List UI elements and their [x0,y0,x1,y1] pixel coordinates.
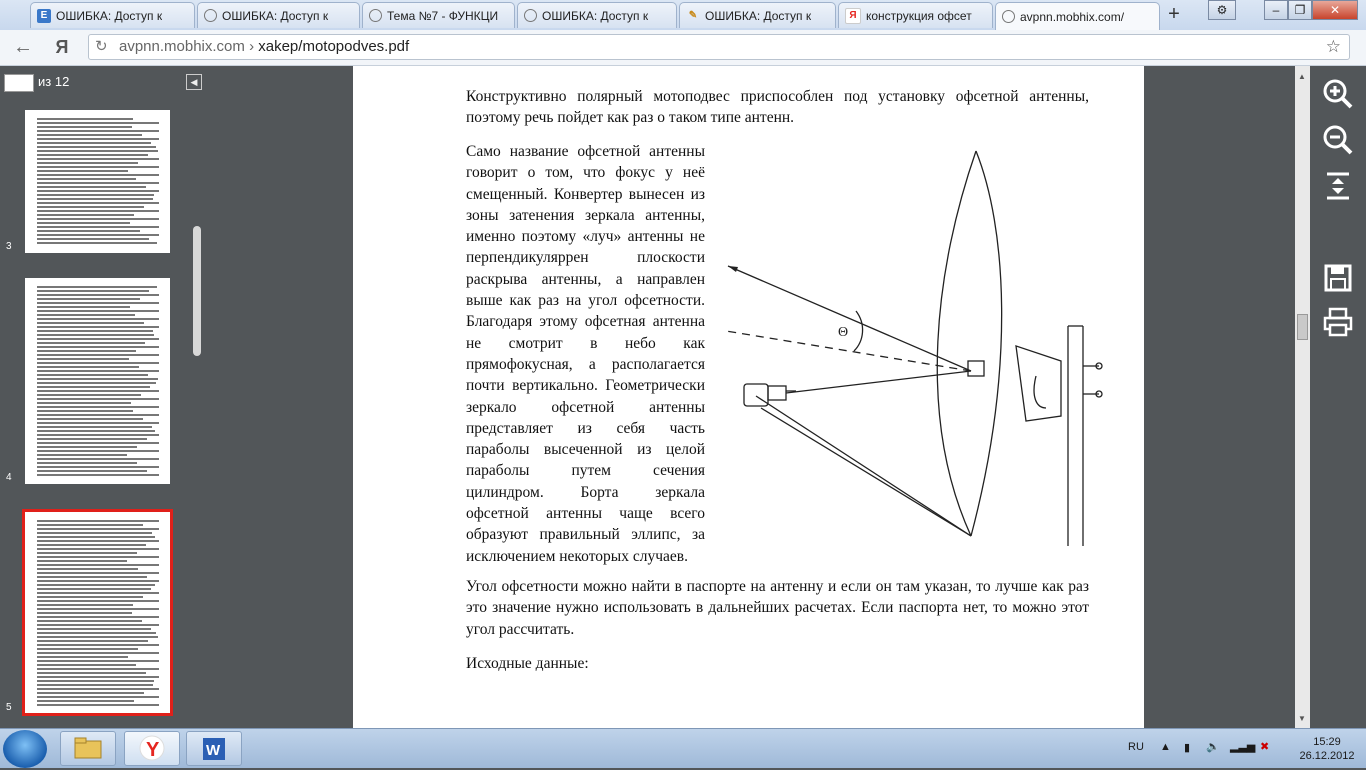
svg-text:Y: Y [146,739,160,761]
thumbnail-text-line [37,126,132,128]
url-text: avpnn.mobhix.com › xakep/motopodves.pdf [119,38,410,55]
thumbnail-text-line [37,548,159,550]
clock-date: 26.12.2012 [1299,750,1355,762]
thumbnail-text-line [37,234,159,236]
scroll-down-arrow-icon[interactable]: ▼ [1298,714,1306,723]
thumbnail-text-line [37,154,148,156]
tab[interactable] [362,2,515,28]
save-icon[interactable] [1322,262,1354,294]
thumbnail-text-line [37,466,159,468]
thumbnail-text-line [37,688,159,690]
battery-icon[interactable]: ▮ [1184,742,1191,754]
globe-icon [204,9,217,22]
thumbnail-text-line [37,410,133,412]
address-bar-row [0,30,1366,66]
thumbnail-text-line [37,302,159,304]
thumbnail-text-line [37,652,159,654]
explorer-taskbar-button[interactable] [60,731,116,766]
thumbnail-text-line [37,576,147,578]
thumbnail-text-line [37,218,159,220]
thumbnail-text-line [37,370,159,372]
thumbnail-text-line [37,458,159,460]
zoom-out-icon[interactable] [1322,124,1354,156]
thumbnail-number: 5 [6,702,12,713]
browser-tab-bar [0,0,1366,30]
folder-icon [61,732,115,765]
url-field[interactable] [88,34,1350,60]
thumbnail-text-line [37,442,159,444]
thumbnail-text-line [37,150,158,152]
thumbnail-text-line [37,358,129,360]
thumbnail-text-line [37,600,159,602]
thumbnail-text-line [37,166,159,168]
thumbnail-text-line [37,182,159,184]
clock-time: 15:29 [1313,736,1341,748]
scrollbar-thumb[interactable] [1297,314,1308,340]
thumbnail-text-line [37,390,159,392]
thumbnail-text-line [37,378,158,380]
thumbnail-text-line [37,616,159,618]
thumbnail-text-line [37,644,159,646]
thumbnail-text-line [37,162,138,164]
tab-label: Тема №7 - ФУНКЦИ [387,8,499,23]
thumbnail-text-line [37,158,159,160]
thumbnail-text-line [37,326,159,328]
system-tray [1120,729,1366,769]
page-scrollbar[interactable] [1295,66,1310,728]
thumbnail-text-line [37,374,148,376]
thumbnail-text-line [37,684,153,686]
tab-label: ОШИБКА: Доступ к [222,8,329,23]
pdf-tools-panel [1310,66,1366,728]
thumbnail-text-line [37,198,153,200]
thumbnail-text-line [37,540,159,542]
yandex-logo-icon[interactable]: Я [55,37,69,57]
thumbnail-text-line [37,660,159,662]
globe-icon [369,9,382,22]
thumbnail-text-line [37,560,127,562]
thumbnail-text-line [37,544,146,546]
thumbnail-text-line [37,382,156,384]
thumbnail-text-line [37,286,157,288]
reload-icon[interactable]: ↻ [95,38,108,55]
thumbnail-text-line [37,668,159,670]
thumbnail-text-line [37,620,142,622]
thumbnail-text-line [37,386,150,388]
thumbnail-text-line [37,142,151,144]
thumbnail-text-line [37,362,159,364]
thumbnail-text-line [37,210,159,212]
zoom-in-icon[interactable] [1322,78,1354,110]
page-thumbnail-5[interactable] [25,512,170,713]
thumbnail-text-line [37,696,159,698]
thumbnail-text-line [37,596,143,598]
thumbnail-text-line [37,628,151,630]
tab-label: конструкция офсет [866,8,972,23]
thumbnail-text-line [37,676,159,678]
thumbnail-text-line [37,174,159,176]
thumbnail-text-line [37,474,159,476]
word-taskbar-button[interactable] [186,731,242,766]
language-indicator[interactable]: RU [1128,741,1144,753]
thumbnail-text-line [37,202,159,204]
thumbnail-text-line [37,640,148,642]
thumbnail-text-line [37,418,143,420]
scroll-up-arrow-icon[interactable]: ▲ [1298,72,1306,81]
tab-label: ОШИБКА: Доступ к [56,8,163,23]
yandex-browser-taskbar-button[interactable] [124,731,180,766]
page-number-input[interactable] [4,74,34,92]
thumbnail-text-line [37,604,133,606]
start-button[interactable] [3,730,47,768]
thumbnail-text-line [37,430,155,432]
thumbnail-text-line [37,434,159,436]
paragraph: Исходные данные: [466,655,589,672]
network-icon[interactable]: ✖ [1260,741,1270,753]
clock[interactable] [1298,735,1356,763]
thumbnail-text-line [37,330,153,332]
offset-antenna-figure [716,146,1116,556]
thumbnail-number: 4 [6,472,12,483]
thumbnail-text-line [37,398,159,400]
paragraph: Само название офсетной антенны говорит о том, что фокус у неё смещенный. Конвертер вынесен из зоны затенения зеркала антенны, именно поэтому «луч» антенны не перпендикуляррен плоскости раскрыва антенны, а направлен выше как раз на угол офсетности. Благодаря этому офсетная антенна не смотрит в небо как прямофокусная, а располагается почти вертикально. Геометрически зеркало офсетной антенны представляет из себя часть параболы высеченной из целой параболы путем сечения цилиндром. Борта зеркала офсетной антенны чаще всего образуют правильный эллипс, за исключением некоторых случаев. [466,143,705,565]
thumbnail-text-line [37,584,155,586]
thumbnail-text-line [37,338,159,340]
thumbnail-text-line [37,146,156,148]
thumbnail-text-line [37,470,147,472]
thumbnail-text-line [37,306,130,308]
thumbnail-text-line [37,532,152,534]
thumbnail-text-line [37,524,143,526]
thumbnail-text-line [37,648,138,650]
thumbnail-text-line [37,238,149,240]
pencil-icon: ✎ [688,9,698,21]
yandex-e-icon: E [37,9,51,23]
page-thumbnail-3[interactable] [25,110,170,253]
angle-theta-label: Θ [838,325,849,340]
globe-icon [1002,10,1015,23]
thumbnail-text-line [37,298,140,300]
windows-taskbar [0,728,1366,768]
tab[interactable] [30,2,195,28]
thumbnail-text-line [37,664,136,666]
tab-label: ОШИБКА: Доступ к [705,8,812,23]
thumbnail-text-line [37,568,138,570]
thumbnail-text-line [37,290,149,292]
thumbnail-number: 3 [6,241,12,252]
thumbnail-text-line [37,564,159,566]
thumbnail-text-line [37,446,137,448]
thumbnail-text-line [37,680,154,682]
thumbnail-text-line [37,520,159,522]
sidebar-scrollbar[interactable] [193,226,201,356]
thumbnail-text-line [37,556,159,558]
thumbnail-text-line [37,624,159,626]
thumbnail-text-line [37,572,159,574]
thumbnail-text-line [37,346,159,348]
thumbnail-text-line [37,462,137,464]
thumbnail-text-line [37,636,158,638]
thumbnail-text-line [37,632,156,634]
thumbnail-text-line [37,438,147,440]
thumbnail-text-line [37,350,136,352]
show-hidden-icons-icon[interactable]: ▲ [1160,741,1171,753]
thumbnail-text-line [37,422,159,424]
thumbnail-text-line [37,704,159,706]
tab-label: avpnn.mobhix.com/ [1020,9,1125,24]
thumbnail-text-line [37,318,159,320]
thumbnail-text-line [37,588,151,590]
thumbnail-text-line [37,242,157,244]
thumbnail-text-line [37,536,155,538]
tab[interactable] [197,2,360,28]
thumbnail-text-line [37,528,159,530]
paragraph: Угол офсетности можно найти в паспорте на антенну и если он там указан, то лучше как раз это значение нужно использовать в дальнейших расчетах. Если паспорта нет, то можно этот угол рассчитать. [466,578,1089,638]
thumbnail-text-line [37,122,159,124]
thumbnail-text-line [37,656,128,658]
close-window-button[interactable]: ✕ [1312,0,1358,20]
globe-icon [524,9,537,22]
thumbnail-text-line [37,394,141,396]
collapse-sidebar-button[interactable]: ◀ [186,74,202,90]
signal-icon[interactable]: ▂▃▅ [1230,741,1256,753]
thumbnail-text-line [37,170,128,172]
thumbnail-text-line [37,226,159,228]
thumbnail-text-line [37,402,131,404]
thumbnail-text-line [37,322,144,324]
thumbnail-text-line [37,334,154,336]
thumbnail-text-line [37,608,159,610]
thumbnail-text-line [37,230,140,232]
thumbnail-text-line [37,294,159,296]
tab[interactable] [995,2,1160,30]
page-total-label: из 12 [38,74,70,89]
pdf-page [353,66,1144,728]
thumbnail-text-line [37,612,132,614]
fit-page-icon[interactable] [1322,170,1354,202]
thumbnail-text-line [37,190,159,192]
thumbnail-text-line [37,194,154,196]
thumbnail-text-line [37,138,159,140]
thumbnail-text-line [37,206,144,208]
thumbnail-text-line [37,454,127,456]
tab[interactable] [679,2,836,28]
tab[interactable] [838,2,993,28]
thumbnail-text-line [37,310,159,312]
thumbnail-text-line [37,450,159,452]
thumbnail-text-line [37,178,136,180]
thumbnail-text-line [37,118,133,120]
tab[interactable] [517,2,677,28]
word-icon [187,732,241,765]
bookmark-star-icon[interactable]: ☆ [1325,37,1341,56]
page-thumbnail-4[interactable] [25,278,170,484]
thumbnail-text-line [37,130,159,132]
yandex-icon: Я [845,8,861,24]
back-arrow-icon[interactable]: ← [13,36,33,58]
thumbnail-text-line [37,214,134,216]
thumbnail-text-line [37,580,159,582]
thumbnail-text-line [37,366,139,368]
pdf-viewer[interactable] [208,66,1295,728]
thumbnail-text-line [37,314,135,316]
paragraph: Конструктивно полярный мотоподвес приспособлен под установку офсетной антенны, поэтому речь пойдет как раз о таком типе антенн. [466,88,1089,127]
print-icon[interactable] [1322,306,1354,338]
thumbnail-text-line [37,692,144,694]
thumbnail-text-line [37,222,130,224]
new-tab-button[interactable]: + [1168,3,1180,25]
thumbnail-text-line [37,672,146,674]
pdf-thumbnail-sidebar [0,66,208,728]
thumbnail-text-line [37,592,159,594]
volume-icon[interactable]: 🔈 [1206,741,1220,753]
thumbnail-text-line [37,406,159,408]
yandex-browser-icon [125,732,179,765]
thumbnail-text-line [37,552,137,554]
minimize-button[interactable]: – [1264,0,1288,20]
svg-text:W: W [206,742,221,759]
thumbnail-text-line [37,186,146,188]
maximize-button[interactable]: ❐ [1288,0,1312,20]
thumbnail-text-line [37,342,145,344]
thumbnail-text-line [37,414,159,416]
thumbnail-text-line [37,134,142,136]
thumbnail-text-line [37,700,134,702]
thumbnail-text-line [37,426,152,428]
settings-gear-icon[interactable]: ⚙ [1208,0,1236,20]
thumbnail-text-line [37,354,159,356]
tab-label: ОШИБКА: Доступ к [542,8,649,23]
